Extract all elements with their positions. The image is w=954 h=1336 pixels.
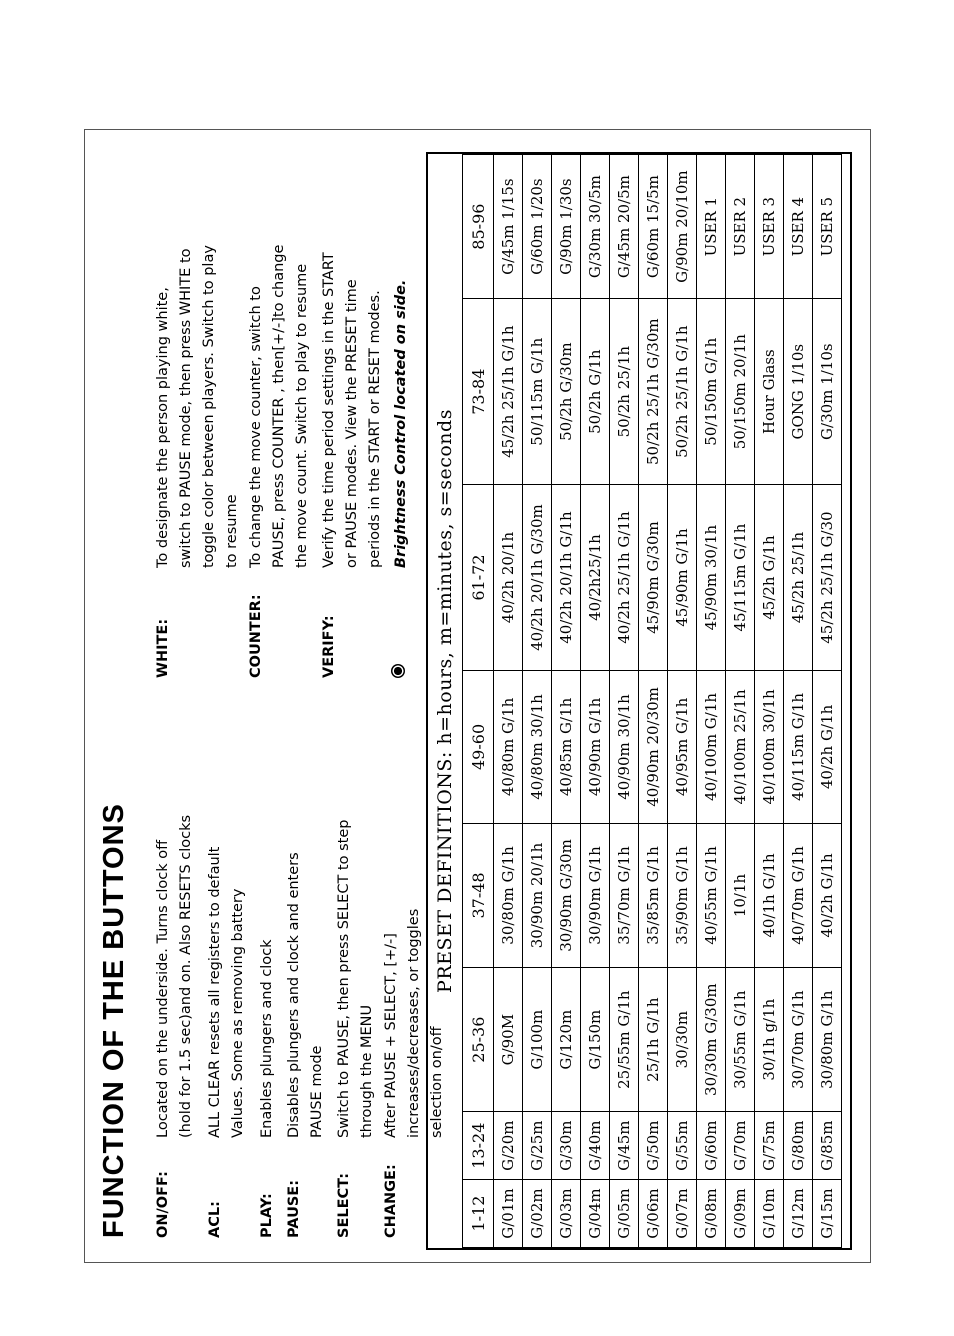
table-cell: 30/70m G/1h <box>784 968 813 1112</box>
table-cell: 35/85m G/1h <box>639 823 668 967</box>
table-cell: 50/150m 20/1h <box>726 299 755 485</box>
column-header: 85-96 <box>463 155 494 299</box>
table-cell: 50/2h 25/1h G/1h <box>668 299 697 485</box>
table-cell: USER 1 <box>697 155 726 299</box>
brightness-icon <box>391 664 405 678</box>
table-cell: 45/115m G/1h <box>726 485 755 671</box>
table-cell: 40/100m G/1h <box>697 671 726 824</box>
table-cell: 40/2h 20/1h <box>494 485 523 671</box>
column-header: 73-84 <box>463 299 494 485</box>
table-cell: 40/2h G/1h <box>813 823 842 967</box>
table-cell: G/10m <box>755 1180 784 1248</box>
table-row <box>581 155 610 1248</box>
table-cell: G/20m <box>494 1112 523 1180</box>
table-cell: G/12m <box>784 1180 813 1248</box>
table-cell: G/55m <box>668 1112 697 1180</box>
table-row <box>726 155 755 1248</box>
table-cell: 45/2h G/1h <box>755 485 784 671</box>
table-cell: 45/2h 25/1h G/1h <box>494 299 523 485</box>
table-cell: 25/55m G/1h <box>610 968 639 1112</box>
table-cell: 45/2h 25/1h G/30 <box>813 485 842 671</box>
table-cell: G/80m <box>784 1112 813 1180</box>
table-cell: G/07m <box>668 1180 697 1248</box>
table-cell: G/90m 20/10m <box>668 155 697 299</box>
table-cell: 40/90m 30/1h <box>610 671 639 824</box>
table-cell: 45/90m G/1h <box>668 485 697 671</box>
table-cell: 30/80m G/1h <box>494 823 523 967</box>
table-cell: G/04m <box>581 1180 610 1248</box>
table-cell: G/30m <box>552 1112 581 1180</box>
column-header: 37-48 <box>463 823 494 967</box>
table-cell: G/70m <box>726 1112 755 1180</box>
table-cell: 30/55m G/1h <box>726 968 755 1112</box>
table-cell: 30/30m G/30m <box>697 968 726 1112</box>
table-cell: G/45m 1/15s <box>494 155 523 299</box>
table-cell: G/02m <box>523 1180 552 1248</box>
table-cell: 40/80m 30/1h <box>523 671 552 824</box>
table-header-row <box>463 155 494 1248</box>
table-cell: G/45m <box>610 1112 639 1180</box>
table-cell: 30/90m 20/1h <box>523 823 552 967</box>
table-cell: G/100m <box>523 968 552 1112</box>
table-cell: 50/2h 25/1h <box>610 299 639 485</box>
table-cell: 50/150m G/1h <box>697 299 726 485</box>
table-cell: USER 2 <box>726 155 755 299</box>
table-cell: 40/2h 25/1h G/1h <box>610 485 639 671</box>
table-cell: 40/115m G/1h <box>784 671 813 824</box>
table-cell: G/60m <box>697 1112 726 1180</box>
table-cell: 30/1h g/1h <box>755 968 784 1112</box>
column-header: 1-12 <box>463 1180 494 1248</box>
column-header: 25-36 <box>463 968 494 1112</box>
table-cell: 35/70m G/1h <box>610 823 639 967</box>
table-cell: G/06m <box>639 1180 668 1248</box>
table-cell: 40/85m G/1h <box>552 671 581 824</box>
table-cell: GONG 1/10s <box>784 299 813 485</box>
table-cell: 40/2h 20/1h G/1h <box>552 485 581 671</box>
table-cell: 10/1h <box>726 823 755 967</box>
table-cell: G/05m <box>610 1180 639 1248</box>
table-cell: G/50m <box>639 1112 668 1180</box>
table-cell: G/40m <box>581 1112 610 1180</box>
table-cell: 40/2h 20/1h G/30m <box>523 485 552 671</box>
table-row <box>697 155 726 1248</box>
table-row <box>639 155 668 1248</box>
table-cell: 50/2h G/1h <box>581 299 610 485</box>
table-cell: G/25m <box>523 1112 552 1180</box>
table-cell: 40/100m 30/1h <box>755 671 784 824</box>
table-cell: G/150m <box>581 968 610 1112</box>
preset-grid <box>462 154 842 1248</box>
rotated-content: FUNCTION OF THE BUTTONS ON/OFF: Located on the underside. Turns clock off (hold for 1.5 sec)and on. Also RESETS clocks ACL: ALL CLEAR resets all registers to default Values. Some as removing battery PLAY: Enables plungers and clock PAUSE: Disables plungers and clock and enters PAUSE mode SELECT: Switch to PAUSE, then press SELECT to step through the MENU CHANGE: After PAUSE + SELECT, [+/-] increases/decreases, or toggles selection on/off WHITE: To designate the person playing white, switch to PAUSE mode, then press WHITE to toggle color between players. Switch to play to resume COUNTER: To change the move counter, switch to PAUSE, press COUNTER , then[+/-]to change the move count. Switch to play to resume VERIFY: Verify the time period settings in the START or PAUSE modes. View the PRESET time periods in the START or RESET modes. Brightness Control located on side. PRESET DEFINITIONS: h=hours, m=minutes, s=seconds 1-12 13-24 25-36 37-48 49-60 61-72 73-84 85-96 G/01m G/20m G/90M 30/80m G/1h 40/80m G/1h 40/2h 20/1h 45/2h 25/1h G/1h G/45m 1/15s G/02m G/25m G/100m 30/90m 20/1h 40/80m 30/1h 40/2h 20/1h G/30m 50/115m G/1h G/60m 1/20s G/03m G/30m G/120m 30/90m G/30m 40/85m G/1h 40/2h 20/1h G/1h 50/2h G/30m G/90m 1/30s G/04m G/40m G/150m 30/90m G/1h 40/90m G/1h 40/2h25/1h 50/2h G/1h G/30m 30/5m G/05m G/45m 25/55m G/1h 35/70m G/1h 40/90m 30/1h 40/2h 25/1h G/1h 50/2h 25/1h G/45m 20/5m G/06m G/50m 25/1h G/1h 35/85m G/1h 40/90m 20/30m 45/90m G/30m 50/2h 25/1h G/30m G/60m 15/5m G/07m G/55m 30/30m 35/90m G/1h 40/95m G/1h 45/90m G/1h 50/2h 25/1h G/1h G/90m 20/10m G/08m G/60m 30/30m G/30m 40/55m G/1h 40/100m G/1h 45/90m 30/1h 50/150m G/1h USER 1 G/09m G/70m 30/55m G/1h 10/1h 40/100m 25/1h 45/115m G/1h 50/150m 20/1h USER 2 G/10m G/75m 30/1h g/1h 40/1h G/1h 40/100m 30/1h 45/2h G/1h Hour Glass USER 3 G/12m G/80m 30/70m G/1h 40/70m G/1h 40/115m G/1h 45/2h 25/1h GONG 1/10s USER 4 G/15m G/85m 30/80m G/1h 40/2h G/1h 40/2h G/1h 45/2h 25/1h G/30 G/30m 1/10s USER 5 <box>90 138 860 1258</box>
table-cell: USER 4 <box>784 155 813 299</box>
page-title: FUNCTION OF THE BUTTONS <box>98 803 130 1238</box>
table-cell: G/90M <box>494 968 523 1112</box>
table-cell: 45/2h 25/1h <box>784 485 813 671</box>
table-cell: 40/100m 25/1h <box>726 671 755 824</box>
table-cell: 45/90m 30/1h <box>697 485 726 671</box>
table-cell: 50/2h 25/1h G/30m <box>639 299 668 485</box>
table-cell: 40/55m G/1h <box>697 823 726 967</box>
table-cell: G/15m <box>813 1180 842 1248</box>
table-cell: 30/30m <box>668 968 697 1112</box>
column-header: 13-24 <box>463 1112 494 1180</box>
table-row <box>784 155 813 1248</box>
table-cell: USER 3 <box>755 155 784 299</box>
table-row <box>494 155 523 1248</box>
table-cell: G/01m <box>494 1180 523 1248</box>
table-cell: 50/115m G/1h <box>523 299 552 485</box>
table-cell: G/08m <box>697 1180 726 1248</box>
table-cell: USER 5 <box>813 155 842 299</box>
table-row <box>755 155 784 1248</box>
table-row <box>668 155 697 1248</box>
table-cell: G/90m 1/30s <box>552 155 581 299</box>
column-header: 61-72 <box>463 485 494 671</box>
table-cell: 45/90m G/30m <box>639 485 668 671</box>
table-cell: G/45m 20/5m <box>610 155 639 299</box>
table-cell: 30/80m G/1h <box>813 968 842 1112</box>
table-cell: 40/90m 20/30m <box>639 671 668 824</box>
table-cell: 40/1h G/1h <box>755 823 784 967</box>
table-cell: G/120m <box>552 968 581 1112</box>
table-cell: 40/2h25/1h <box>581 485 610 671</box>
table-cell: Hour Glass <box>755 299 784 485</box>
column-header: 49-60 <box>463 671 494 824</box>
table-cell: G/09m <box>726 1180 755 1248</box>
table-cell: 30/90m G/30m <box>552 823 581 967</box>
table-cell: G/60m 15/5m <box>639 155 668 299</box>
table-cell: 40/70m G/1h <box>784 823 813 967</box>
table-cell: 25/1h G/1h <box>639 968 668 1112</box>
table-cell: G/75m <box>755 1112 784 1180</box>
table-cell: G/30m 1/10s <box>813 299 842 485</box>
table-row <box>523 155 552 1248</box>
table-cell: G/60m 1/20s <box>523 155 552 299</box>
preset-title: PRESET DEFINITIONS: h=hours, m=minutes, s=seconds <box>428 154 463 1248</box>
table-cell: 40/90m G/1h <box>581 671 610 824</box>
table-cell: 40/95m G/1h <box>668 671 697 824</box>
table-cell: 35/90m G/1h <box>668 823 697 967</box>
table-cell: 30/90m G/1h <box>581 823 610 967</box>
table-cell: 40/2h G/1h <box>813 671 842 824</box>
table-row <box>610 155 639 1248</box>
preset-table <box>426 152 852 1250</box>
table-row <box>813 155 842 1248</box>
table-cell: 50/2h G/30m <box>552 299 581 485</box>
table-cell: 40/80m G/1h <box>494 671 523 824</box>
table-cell: G/03m <box>552 1180 581 1248</box>
table-cell: G/85m <box>813 1112 842 1180</box>
table-row <box>552 155 581 1248</box>
table-cell: G/30m 30/5m <box>581 155 610 299</box>
